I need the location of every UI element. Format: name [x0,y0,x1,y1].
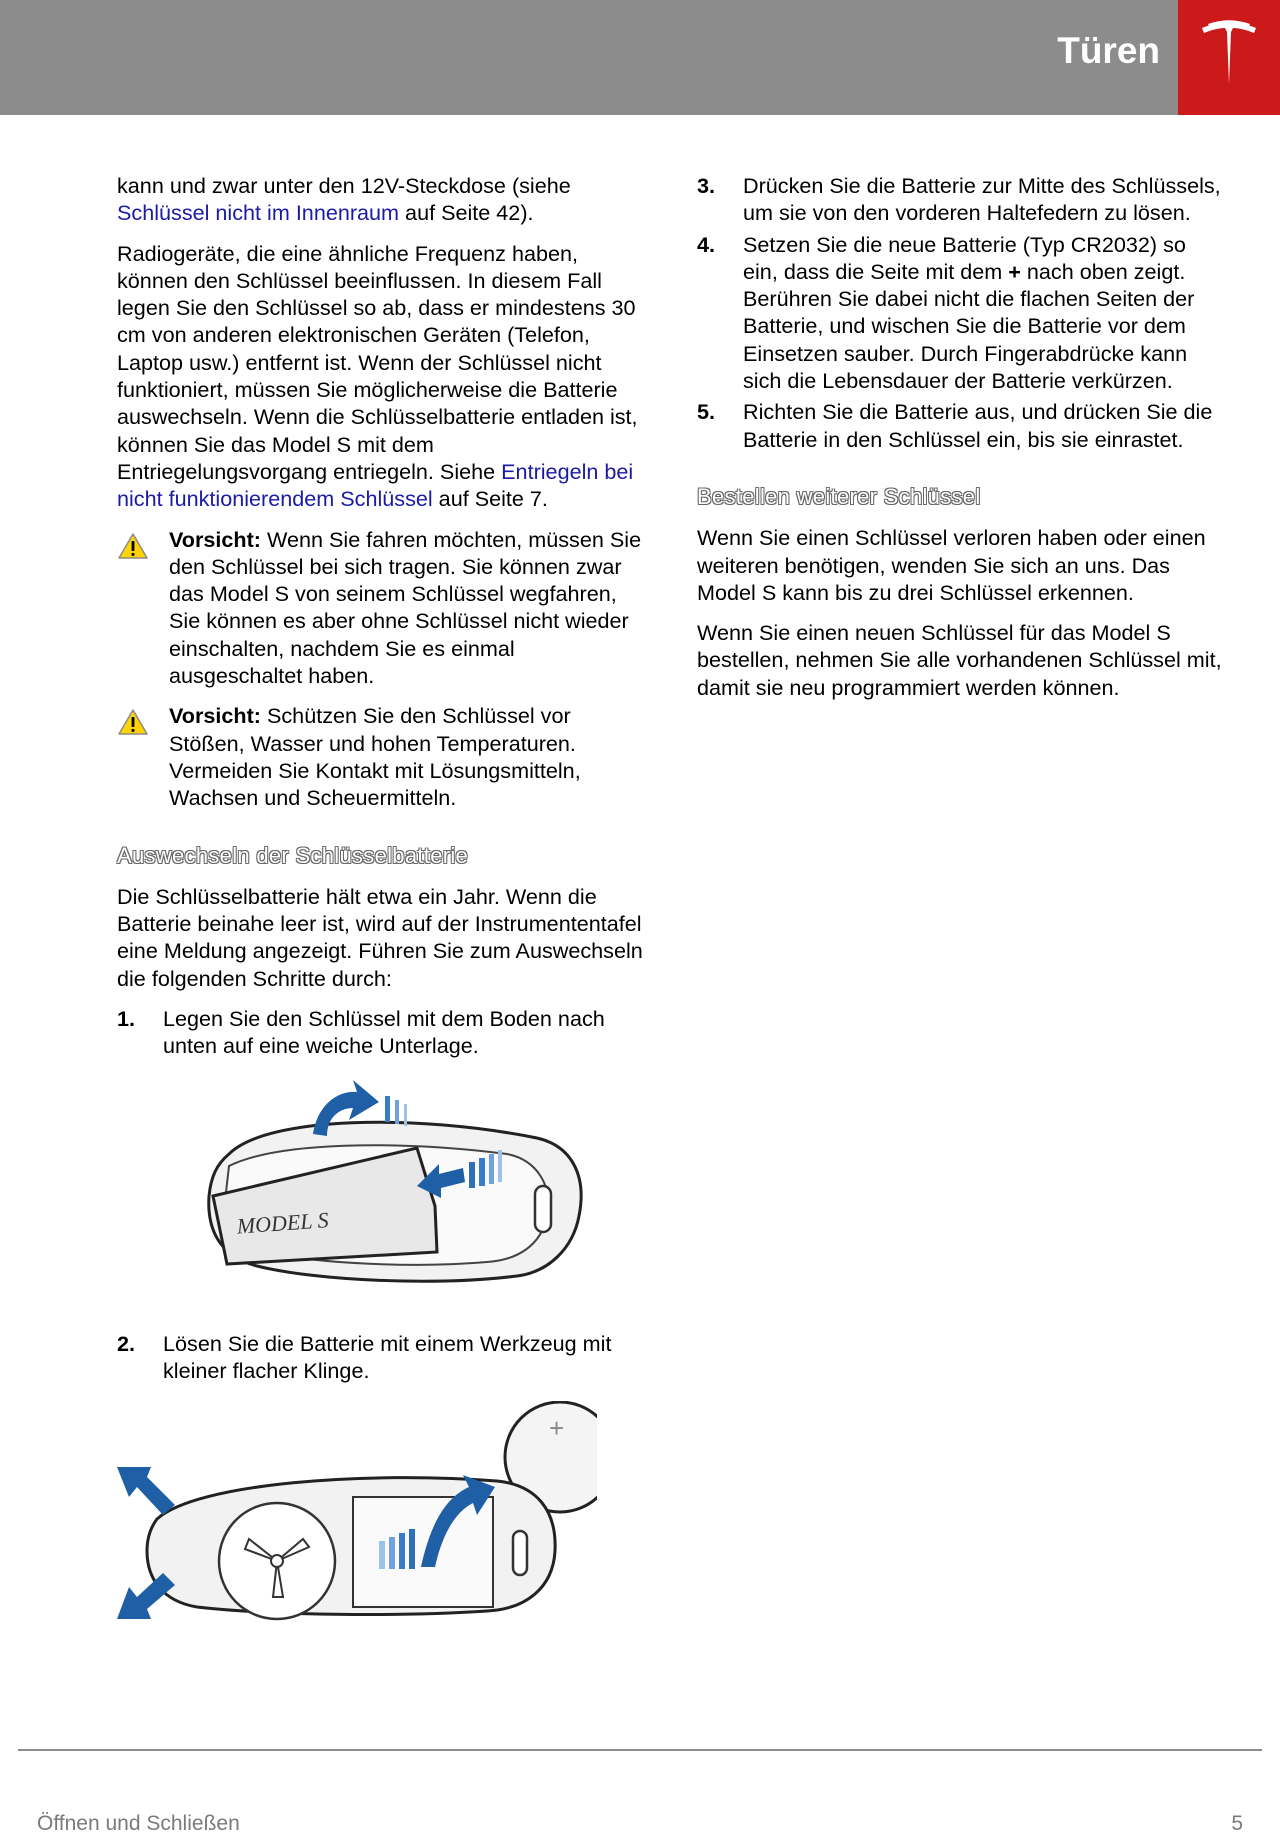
warning-icon [117,708,149,736]
key-fob-illustration-1 [117,1076,647,1312]
step-number: 1. [117,1006,136,1032]
step-item: 4. Setzen Sie die neue Batterie (Typ CR2032) so ein, dass die Seite mit dem + nach oben zeigt. Berühren Sie dabei nicht die flachen Seiten der Batterie, und wischen Sie die Batterie vor dem Einsetzen sauber. Durch Fingerabdrücke kann sich die Lebensdauer der Batterie verkürzen. [697,231,1195,394]
right-column [697,172,1222,714]
paragraph: Wenn Sie einen Schlüssel verloren haben oder einen weiteren benötigen, wenden Sie sich an uns. Das Model S kann bis zu drei Schlüssel erkennen. [697,525,1206,605]
step-number: 5. [697,399,716,425]
left-column [117,172,647,1665]
paragraph: Wenn Sie einen neuen Schlüssel für das Model S bestellen, nehmen Sie alle vorhandenen Schlüssel mit, damit sie neu programmiert werden können. [697,620,1222,700]
page-header [0,0,1178,115]
caution-note: Vorsicht: Schützen Sie den Schlüssel vor Stößen, Wasser und hohen Temperaturen. Vermeiden Sie Kontakt mit Lösungsmitteln, Wachsen und Scheuermitteln. [117,702,647,811]
step-item: 5. Richten Sie die Batterie aus, und drücken Sie die Batterie in den Schlüssel ein, bis sie einrastet. [697,399,1213,452]
caution-note: Vorsicht: Wenn Sie fahren möchten, müssen Sie den Schlüssel bei sich tragen. Sie können zwar das Model S von seinem Schlüssel wegfahren, Sie können es aber ohne Schlüssel nicht wieder einschalten, nachdem Sie es einmal ausgeschaltet haben. [117,526,647,690]
paragraph: Die Schlüsselbatterie hält etwa ein Jahr. Wenn die Batterie beinahe leer ist, wird auf der Instrumententafel eine Meldung angezeigt. Führen Sie zum Auswechseln die folgenden Schritte durch: [117,883,643,991]
section-heading: Auswechseln der Schlüsselbatterie [117,842,469,868]
model-s-engraving: MODEL S [235,1206,330,1239]
step-item: 3. Drücken Sie die Batterie zur Mitte des Schlüssels, um sie von den vorderen Haltefedern zu lösen. [697,173,1221,226]
key-fob-image [117,1076,597,1306]
tesla-logo [1178,0,1280,115]
tesla-logo-icon [1200,20,1258,86]
warning-icon [117,532,149,560]
footer-section-title: Öffnen und Schließen [37,1812,240,1835]
battery-removal-image [117,1401,597,1641]
paragraph: kann und zwar unter den 12V-Steckdose (siehe Schlüssel nicht im Innenraum auf Seite 42). [117,173,571,226]
link-unlock-without-key[interactable]: Entriegeln bei nicht funktionierendem Schlüssel [117,458,634,512]
step-item: 1. Legen Sie den Schlüssel mit dem Boden nach unten auf eine weiche Unterlage. [117,1006,605,1059]
link-key-not-inside[interactable]: Schlüssel nicht im Innenraum [117,200,400,226]
page-title: Türen [1057,30,1160,71]
step-item: 2. Lösen Sie die Batterie mit einem Werkzeug mit kleiner flacher Klinge. [117,1330,612,1384]
key-fob-illustration-2 [117,1401,647,1647]
step-number: 3. [697,173,716,198]
section-heading: Bestellen weiterer Schlüssel [697,483,981,509]
step-number: 2. [117,1330,136,1356]
page-number: 5 [1231,1812,1243,1835]
footer-divider [18,1749,1262,1751]
paragraph: Radiogeräte, die eine ähnliche Frequenz haben, können den Schlüssel beeinflussen. In diesem Fall legen Sie den Schlüssel so ab, dass er mindestens 30 cm von anderen elektronischen Geräten (Telefon, Laptop usw.) entfernt ist. Wenn der Schlüssel nicht funktioniert, müssen Sie möglicherweise die Batterie auswechseln. Wenn die Schlüsselbatterie entladen ist, können Sie das Model S mit dem Entriegelungsvorgang entriegeln. Siehe Entriegeln bei nicht funktionierendem Schlüssel auf Seite 7. [117,240,638,512]
step-number: 4. [697,231,716,257]
battery-plus-sign: + [549,1412,565,1443]
